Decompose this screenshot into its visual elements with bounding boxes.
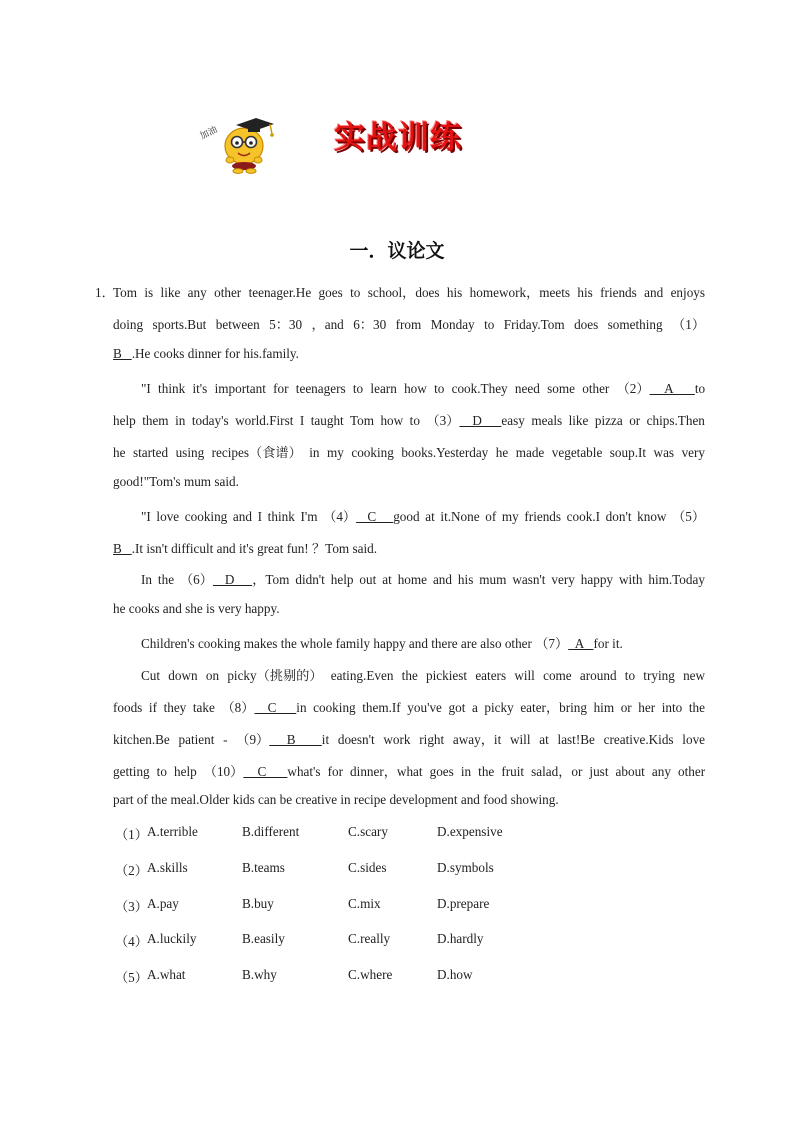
option-choice: B.different	[242, 824, 300, 839]
passage-text: good!"Tom's mum said.	[113, 474, 239, 489]
passage-line	[141, 378, 705, 397]
passage-text: to	[694, 381, 706, 396]
option-choice: C.sides	[348, 860, 387, 875]
svg-text:加油: 加油	[198, 125, 220, 142]
passage-line	[113, 792, 559, 808]
answer-blank: A	[568, 636, 594, 651]
passage-text: doing sports.But between 5：30 ，and 6：30 from Monday to Friday.Tom does something （1）	[113, 317, 706, 332]
option-number: （2）	[115, 863, 148, 878]
passage-text: it doesn't work right away，it will at last!Be creative.Kids love	[321, 732, 706, 747]
answer-blank: C	[356, 509, 394, 524]
answer-blank: A	[649, 381, 695, 396]
option-choice: B.easily	[242, 931, 285, 946]
option-choice: D.prepare	[437, 896, 490, 911]
passage-line	[141, 633, 623, 652]
option-choice: C.scary	[348, 824, 388, 839]
option-number: （5）	[115, 970, 148, 985]
passage-text: Cut down on picky（挑剔的） eating.Even the pickiest eaters will come around to trying new	[141, 668, 706, 683]
passage-text: ，Tom didn't help out at home and his mum wasn't very happy with him.Today	[252, 572, 705, 587]
passage-text: foods if they take （8）	[113, 700, 255, 715]
passage-text: kitchen.Be patient - （9）	[113, 732, 270, 747]
passage-text: he started using recipes（食谱） in my cooking books.Yesterday he made vegetable soup.It was very	[113, 445, 705, 460]
option-choice: C.where	[348, 967, 393, 982]
passage-line	[113, 538, 377, 557]
option-choice: B.why	[242, 967, 277, 982]
passage-line	[113, 474, 239, 490]
passage-text: for it.	[593, 636, 623, 651]
passage-text: part of the meal.Older kids can be creative in recipe development and food showing.	[113, 792, 559, 807]
passage-text: In the （6）	[141, 572, 213, 587]
answer-blank: C	[243, 764, 288, 779]
option-choice: A.what	[147, 967, 186, 982]
option-choice: B.teams	[242, 860, 285, 875]
option-choice: C.really	[348, 931, 391, 946]
answer-blank: D	[212, 572, 253, 587]
answer-blank: B	[113, 346, 132, 361]
passage-text: good at it.None of my friends cook.I don't know （5）	[393, 509, 706, 524]
passage-line	[113, 442, 705, 461]
option-number: （1）	[115, 827, 148, 842]
passage-text: "I love cooking and I think I'm （4）	[141, 509, 357, 524]
passage-line	[113, 346, 299, 362]
passage-text: what's for dinner，what goes in the fruit salad，or just about any other	[287, 764, 706, 779]
option-choice: A.terrible	[147, 824, 198, 839]
passage-line	[113, 729, 705, 748]
passage-line	[113, 314, 705, 333]
passage-text: "I think it's important for teenagers to learn how to cook.They need some other （2）	[141, 381, 650, 396]
option-choice: B.buy	[242, 896, 274, 911]
option-choice: D.how	[437, 967, 473, 982]
answer-blank: C	[254, 700, 297, 715]
mascot-graduate-icon	[198, 110, 282, 174]
passage-line	[113, 697, 705, 716]
option-number: （3）	[115, 899, 148, 914]
passage-text: Children's cooking makes the whole family happy and there are also other （7）	[141, 636, 569, 651]
passage-line	[113, 410, 705, 429]
passage-text: help them in today's world.First I taught Tom how to （3）	[113, 413, 460, 428]
option-choice: A.pay	[147, 896, 179, 911]
answer-blank: B	[269, 732, 322, 747]
section-title: 一．议论文	[349, 240, 445, 262]
passage-text: .He cooks dinner for his.family.	[131, 346, 299, 361]
option-number: （4）	[115, 934, 148, 949]
answer-blank: D	[459, 413, 502, 428]
option-choice: D.symbols	[437, 860, 494, 875]
passage-line	[113, 601, 280, 617]
passage-text: he cooks and she is very happy.	[113, 601, 280, 616]
option-choice: A.skills	[147, 860, 188, 875]
answer-blank: B	[113, 541, 132, 556]
passage-line	[141, 506, 705, 525]
passage-line	[141, 569, 705, 588]
banner-title: 实战训练	[334, 120, 462, 156]
option-choice: D.hardly	[437, 931, 484, 946]
option-choice: A.luckily	[147, 931, 197, 946]
passage-text: Tom is like any other teenager.He goes to school，does his homework，meets his friends and enjoys	[113, 285, 706, 300]
option-choice: C.mix	[348, 896, 381, 911]
option-choice: D.expensive	[437, 824, 503, 839]
question-number: 1．	[95, 285, 115, 300]
passage-line	[113, 282, 705, 301]
passage-line	[141, 665, 705, 684]
passage-text: easy meals like pizza or chips.Then	[501, 413, 705, 428]
passage-text: in cooking them.If you've got a picky eater，bring him or her into the	[296, 700, 705, 715]
passage-text: getting to help （10）	[113, 764, 244, 779]
passage-text: .It isn't difficult and it's great fun! ？Tom said.	[131, 541, 378, 556]
passage-line	[113, 761, 705, 780]
